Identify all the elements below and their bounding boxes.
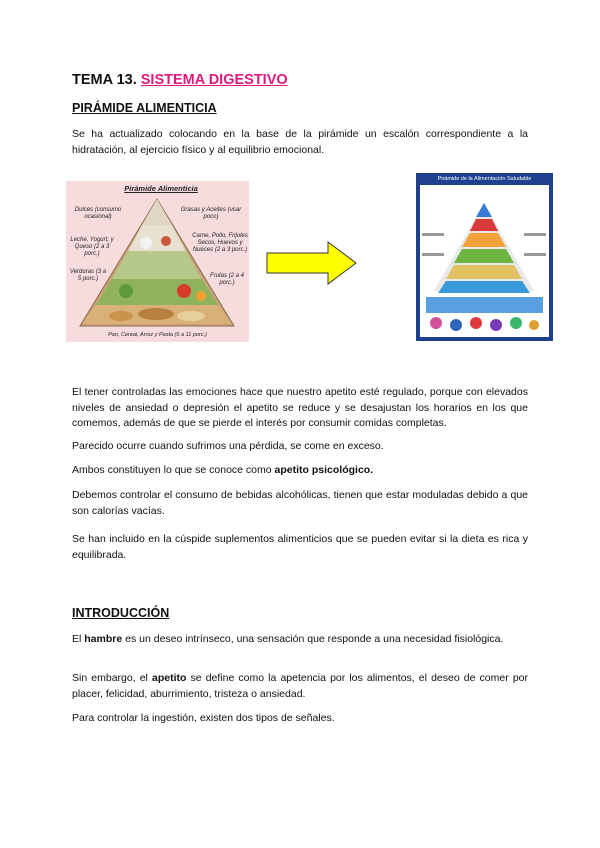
intro-paragraph: Se ha actualizado colocando en la base de la pirámide un escalón correspondiente a la hidratación, al ejercicio físico y al equilibrio emocional. — [72, 128, 528, 156]
old-pyramid-title: Pirámide Alimenticia — [124, 184, 198, 193]
hambre-after: es un deseo intrínseco, una sensación que responde a una necesidad fisiológica. — [122, 633, 504, 645]
title-prefix: TEMA 13. — [72, 72, 141, 88]
paragraph-hambre — [72, 632, 528, 648]
page-title — [72, 72, 288, 88]
paragraph-perdida: Parecido ocurre cuando sufrimos una pérdida, se come en exceso. — [72, 440, 384, 452]
apetito-text: Ambos constituyen lo que se conoce como — [72, 464, 275, 476]
label-verduras: Verduras (3 a 5 porc.) — [69, 269, 107, 282]
section-heading-piramide: PIRÁMIDE ALIMENTICIA — [72, 101, 217, 115]
apetito-after: se define como la apetencia por los alimentos, el deseo de comer por placer, felicidad, aburrimiento, tristeza o ansiedad. — [72, 672, 528, 700]
paragraph-apetito — [72, 671, 528, 702]
new-pyramid-title: Pirámide de la Alimentación Saludable — [437, 176, 532, 182]
apetito-bold: apetito — [152, 672, 187, 684]
section-heading-introduccion: INTRODUCCIÓN — [72, 606, 170, 620]
label-frutas: Frutas (2 a 4 porc.) — [209, 273, 244, 286]
arrow-right-icon — [266, 241, 358, 285]
label-carne: Carne, Pollo, Frijoles Secos, Huevos y Nueces (2 a 3 porc.) — [192, 233, 248, 253]
title-link[interactable]: SISTEMA DIGESTIVO — [140, 72, 288, 88]
paragraph-suplementos: Se han incluido en la cúspide suplementos alimenticios que se pueden evitar si la dieta es rica y equilibrada. — [72, 533, 528, 561]
old-pyramid-image — [66, 181, 249, 342]
paragraph-senales: Para controlar la ingestión, existen dos tipos de señales. — [72, 712, 335, 724]
new-pyramid-image — [416, 173, 553, 341]
paragraph-apetito-psicologico — [72, 463, 528, 479]
label-base: Pan, Cereal, Arroz y Pasta (6 a 11 porc.) — [108, 332, 207, 338]
paragraph-alcohol: Debemos controlar el consumo de bebidas alcohólicas, tienen que estar moduladas debido a que son calorías vacías. — [72, 489, 528, 517]
label-leche: Leche, Yogurt, y Queso (2 a 3 porc.) — [70, 237, 114, 257]
hambre-before: El — [72, 633, 85, 645]
apetito-psicologico-bold: apetito psicológico. — [274, 464, 374, 476]
label-dulces: Dulces (consumo ocasional) — [74, 207, 122, 220]
apetito-before: Sin embargo, el — [72, 672, 152, 684]
hambre-bold: hambre — [84, 633, 123, 645]
label-grasas: Grasas y Aceites (usar poco) — [180, 207, 242, 220]
paragraph-emociones: El tener controladas las emociones hace que nuestro apetito esté regulado, porque con elevados niveles de ansiedad o depresión el apetito se reduce y se desajustan los horarios en los que comemos, además de que se pierde el interés por consumir comidas completas. — [72, 386, 528, 429]
